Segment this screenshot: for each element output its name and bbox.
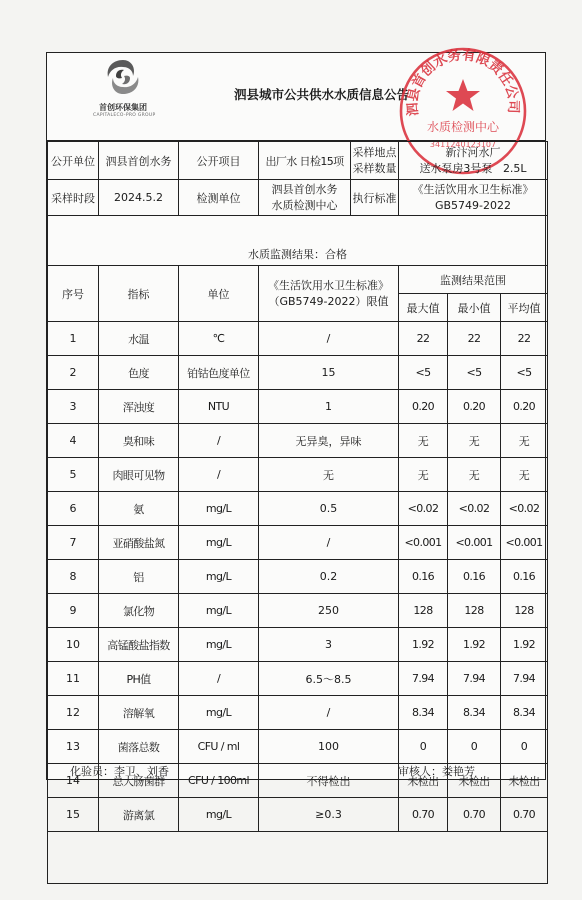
cell-limit: 0.5	[259, 492, 399, 526]
item-label: 公开项目	[179, 142, 259, 180]
cell-max: 未检出	[399, 764, 448, 798]
cell-limit: /	[259, 526, 399, 560]
cell-unit: /	[179, 424, 259, 458]
cell-min: 22	[448, 322, 501, 356]
cell-max: 0.16	[399, 560, 448, 594]
col-min-header: 最小值	[448, 294, 501, 322]
cell-no: 2	[48, 356, 99, 390]
cell-avg: 22	[501, 322, 548, 356]
cell-limit: 0.2	[259, 560, 399, 594]
org-value	[259, 180, 351, 216]
cell-no: 9	[48, 594, 99, 628]
col-unit-header: 单位	[179, 266, 259, 322]
cell-avg: <0.001	[501, 526, 548, 560]
seal-center-text: 水质检测中心	[426, 120, 500, 134]
spacer-row	[48, 216, 548, 244]
cell-max: 0.70	[399, 798, 448, 832]
cell-unit: mg/L	[179, 526, 259, 560]
cell-unit: CFU / ml	[179, 730, 259, 764]
cell-min: <0.001	[448, 526, 501, 560]
cell-indicator: 肉眼可见物	[99, 458, 179, 492]
cell-limit: 250	[259, 594, 399, 628]
cell-avg: 128	[501, 594, 548, 628]
cell-indicator: 铝	[99, 560, 179, 594]
cell-limit: 不得检出	[259, 764, 399, 798]
cell-max: 0.20	[399, 390, 448, 424]
table-row	[48, 662, 548, 696]
col-avg-header: 平均值	[501, 294, 548, 322]
cell-min: 1.92	[448, 628, 501, 662]
cell-max: 无	[399, 458, 448, 492]
column-header-row-1	[48, 266, 548, 294]
result-banner: 水质监测结果：合格	[48, 244, 548, 266]
cell-no: 12	[48, 696, 99, 730]
site-detail: 送水泵房3号泵	[419, 161, 493, 175]
cell-avg: 无	[501, 458, 548, 492]
cell-indicator: 亚硝酸盐氮	[99, 526, 179, 560]
cell-limit: /	[259, 696, 399, 730]
cell-no: 15	[48, 798, 99, 832]
cell-max: 22	[399, 322, 448, 356]
page-title: 泗县城市公共供水水质信息公告	[234, 87, 410, 102]
cell-min: 8.34	[448, 696, 501, 730]
org-value-line-2: 水质检测中心	[271, 198, 338, 212]
cell-max: 0	[399, 730, 448, 764]
table-row	[48, 458, 548, 492]
cell-no: 6	[48, 492, 99, 526]
data-rows	[48, 322, 548, 832]
col-range-header: 监测结果范围	[399, 266, 548, 294]
item-value: 出厂水 日检15项	[259, 142, 351, 180]
cell-indicator: 高锰酸盐指数	[99, 628, 179, 662]
col-limit-header	[259, 266, 399, 322]
site-qty-label	[351, 142, 399, 180]
table-row	[48, 322, 548, 356]
col-max-header: 最大值	[399, 294, 448, 322]
cell-no: 3	[48, 390, 99, 424]
cell-limit: 无	[259, 458, 399, 492]
logo-name-cn: 首创环保集团	[99, 103, 147, 112]
org-value-line-1: 泗县首创水务	[271, 182, 338, 196]
cell-min: 128	[448, 594, 501, 628]
table-row	[48, 424, 548, 458]
table-row	[48, 730, 548, 764]
cell-limit: ≥0.3	[259, 798, 399, 832]
qty-value: 2.5L	[502, 161, 527, 175]
cell-max: 无	[399, 424, 448, 458]
std-label: 执行标准	[351, 180, 399, 216]
cell-unit: mg/L	[179, 594, 259, 628]
cell-indicator: 菌落总数	[99, 730, 179, 764]
reviewer-signature: 审核人：娄艳芳	[398, 765, 475, 778]
cell-max: 8.34	[399, 696, 448, 730]
cell-limit: 3	[259, 628, 399, 662]
site-qty-value	[399, 142, 548, 180]
cell-limit: 无异臭，异味	[259, 424, 399, 458]
cell-avg: 0.70	[501, 798, 548, 832]
swirl-logo-icon	[103, 57, 143, 97]
cell-indicator: 色度	[99, 356, 179, 390]
cell-max: 128	[399, 594, 448, 628]
cell-unit: mg/L	[179, 628, 259, 662]
seal-code-text: 3411240123107	[429, 140, 497, 149]
notice-sheet	[46, 47, 546, 822]
cell-unit: /	[179, 662, 259, 696]
cell-max: 1.92	[399, 628, 448, 662]
cell-min: 0.70	[448, 798, 501, 832]
cell-indicator: 水温	[99, 322, 179, 356]
cell-indicator: PH值	[99, 662, 179, 696]
site-value: 新汴河水厂	[445, 145, 501, 159]
cell-avg: <5	[501, 356, 548, 390]
cell-max: <0.001	[399, 526, 448, 560]
cell-avg: 未检出	[501, 764, 548, 798]
cell-max: <0.02	[399, 492, 448, 526]
cell-no: 7	[48, 526, 99, 560]
std-value-line-1: 《生活饮用水卫生标准》	[412, 182, 534, 196]
cell-min: 无	[448, 424, 501, 458]
col-no-header: 序号	[48, 266, 99, 322]
table-row	[48, 356, 548, 390]
cell-limit: 100	[259, 730, 399, 764]
cell-no: 5	[48, 458, 99, 492]
cell-min: 7.94	[448, 662, 501, 696]
result-banner-row	[48, 244, 548, 266]
table-row	[48, 390, 548, 424]
table-row	[48, 628, 548, 662]
seal-arc-text: 泗县首创水务有限责任公司	[404, 47, 522, 117]
table-row	[48, 696, 548, 730]
cell-unit: CFU / 100ml	[179, 764, 259, 798]
unit-value: 泗县首创水务	[99, 142, 179, 180]
std-value-line-2: GB5749-2022	[434, 198, 512, 212]
table-row	[48, 798, 548, 832]
table-row	[48, 526, 548, 560]
cell-avg: 8.34	[501, 696, 548, 730]
org-label: 检测单位	[179, 180, 259, 216]
time-value: 2024.5.2	[99, 180, 179, 216]
info-row-1	[48, 142, 548, 180]
cell-min: <5	[448, 356, 501, 390]
cell-no: 1	[48, 322, 99, 356]
cell-min: 未检出	[448, 764, 501, 798]
cell-limit: 1	[259, 390, 399, 424]
cell-no: 13	[48, 730, 99, 764]
site-detail-row	[400, 161, 546, 177]
unit-label: 公开单位	[48, 142, 99, 180]
cell-avg: 0.16	[501, 560, 548, 594]
col-limit-line-2: （GB5749-2022）限值	[268, 294, 389, 308]
cell-no: 4	[48, 424, 99, 458]
blank-tail-row	[48, 832, 548, 884]
cell-avg: 0.20	[501, 390, 548, 424]
cell-avg: 1.92	[501, 628, 548, 662]
qty-label: 采样数量	[352, 161, 397, 175]
cell-no: 11	[48, 662, 99, 696]
company-logo	[93, 57, 156, 118]
logo-name-en: CAPITALECO-PRO GROUP	[93, 113, 156, 118]
cell-limit: 6.5～8.5	[259, 662, 399, 696]
cell-unit: mg/L	[179, 492, 259, 526]
cell-indicator: 浑浊度	[99, 390, 179, 424]
time-label: 采样时段	[48, 180, 99, 216]
table-row	[48, 492, 548, 526]
cell-indicator: 总大肠菌群	[99, 764, 179, 798]
cell-avg: <0.02	[501, 492, 548, 526]
header-band	[47, 47, 545, 149]
cell-avg: 无	[501, 424, 548, 458]
cell-unit: NTU	[179, 390, 259, 424]
star-icon	[446, 79, 480, 111]
cell-no: 10	[48, 628, 99, 662]
cell-indicator: 臭和味	[99, 424, 179, 458]
cell-limit: /	[259, 322, 399, 356]
cell-min: 0.16	[448, 560, 501, 594]
table-row	[48, 560, 548, 594]
cell-indicator: 游离氯	[99, 798, 179, 832]
cell-min: 0.20	[448, 390, 501, 424]
cell-no: 8	[48, 560, 99, 594]
table-row	[48, 594, 548, 628]
cell-max: 7.94	[399, 662, 448, 696]
cell-min: 0	[448, 730, 501, 764]
cell-min: <0.02	[448, 492, 501, 526]
info-row-2	[48, 180, 548, 216]
std-value	[399, 180, 548, 216]
cell-unit: 铂钴色度单位	[179, 356, 259, 390]
cell-no: 14	[48, 764, 99, 798]
col-limit-line-1: 《生活饮用水卫生标准》	[268, 278, 389, 292]
cell-unit: /	[179, 458, 259, 492]
cell-unit: ℃	[179, 322, 259, 356]
tester-signature: 化验员：李卫、刘香	[70, 765, 169, 778]
cell-limit: 15	[259, 356, 399, 390]
cell-indicator: 氯化物	[99, 594, 179, 628]
cell-avg: 7.94	[501, 662, 548, 696]
cell-indicator: 氨	[99, 492, 179, 526]
cell-avg: 0	[501, 730, 548, 764]
cell-unit: mg/L	[179, 696, 259, 730]
cell-unit: mg/L	[179, 798, 259, 832]
site-label: 采样地点	[352, 145, 397, 159]
cell-unit: mg/L	[179, 560, 259, 594]
cell-indicator: 溶解氧	[99, 696, 179, 730]
cell-max: <5	[399, 356, 448, 390]
cell-min: 无	[448, 458, 501, 492]
col-indicator-header: 指标	[99, 266, 179, 322]
